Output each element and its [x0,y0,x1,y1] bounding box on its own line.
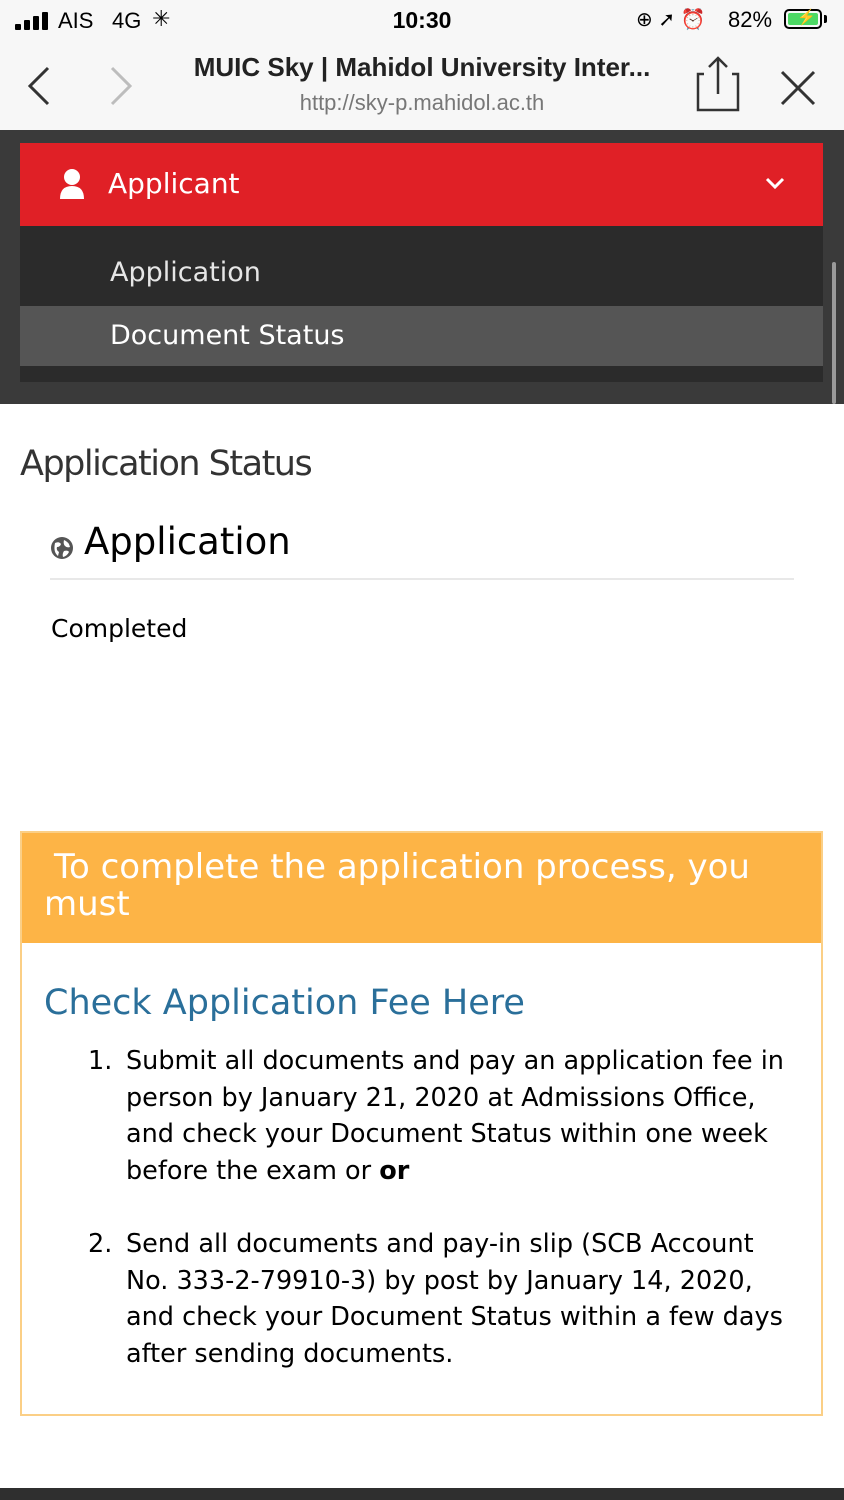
clock: 10:30 [392,7,452,33]
side-menu [0,130,844,404]
page-title: MUIC Sky | Mahidol University Inter... [193,52,651,82]
location-icon: ➚ [658,9,676,31]
step-number: 2. [88,1228,113,1259]
back-arrow-icon[interactable] [22,64,62,108]
globe-icon [50,536,74,560]
page-url: http://sky-p.mahidol.ac.th [299,90,545,115]
applicant-menu-toggle[interactable] [20,143,823,226]
status-bar [0,0,844,42]
battery-tip [824,15,827,23]
step-number: 1. [88,1046,113,1076]
check-fee-link[interactable]: Check Application Fee Here [44,983,525,1023]
chevron-down-icon[interactable] [764,175,786,191]
list-item [42,1226,802,1373]
alarm-icon: ⏰ [680,9,706,31]
instructions-header [22,833,821,943]
step-bold-text: or [379,1156,410,1187]
user-icon [58,168,86,200]
step-text: Send all documents and pay-in slip (SCB Account No. 333-2-79910-3) by post by January 14, 2020, and check your Document Status within a few days after sending documents. [126,1228,783,1369]
network-type: 4G [112,8,142,33]
scrollbar[interactable] [832,262,836,404]
step-text: Submit all documents and pay an application fee in person by January 21, 2020 at Admissions Office, and check your Document Status within one week before the exam or [126,1046,784,1187]
battery-percentage: 82% [728,7,773,32]
activity-spinner-icon: ✳ [152,6,171,31]
status-icons [636,7,706,32]
footer-strip [0,1488,844,1500]
page-heading: Application Status [20,444,312,484]
application-card-header [50,520,794,580]
list-item [42,1043,802,1190]
application-card-title: Application [84,520,291,563]
instructions-list [42,1043,802,1373]
share-icon[interactable] [694,54,742,114]
battery-icon [784,9,822,29]
forward-arrow-icon[interactable] [102,64,142,108]
instructions-heading: To complete the application process, you must [44,847,750,924]
browser-bar [0,42,844,131]
close-icon[interactable] [776,66,820,110]
rotation-lock-icon: ⊕ [636,9,653,31]
carrier-name: AIS [58,8,94,33]
submenu-item-document-status[interactable]: Document Status [20,306,823,366]
application-status-text: Completed [51,614,188,643]
instructions-panel [20,831,823,1416]
charging-icon: ⚡ [797,9,816,26]
submenu-item-application[interactable]: Application [110,257,261,288]
applicant-submenu [20,226,823,382]
applicant-menu-label: Applicant [108,167,240,200]
